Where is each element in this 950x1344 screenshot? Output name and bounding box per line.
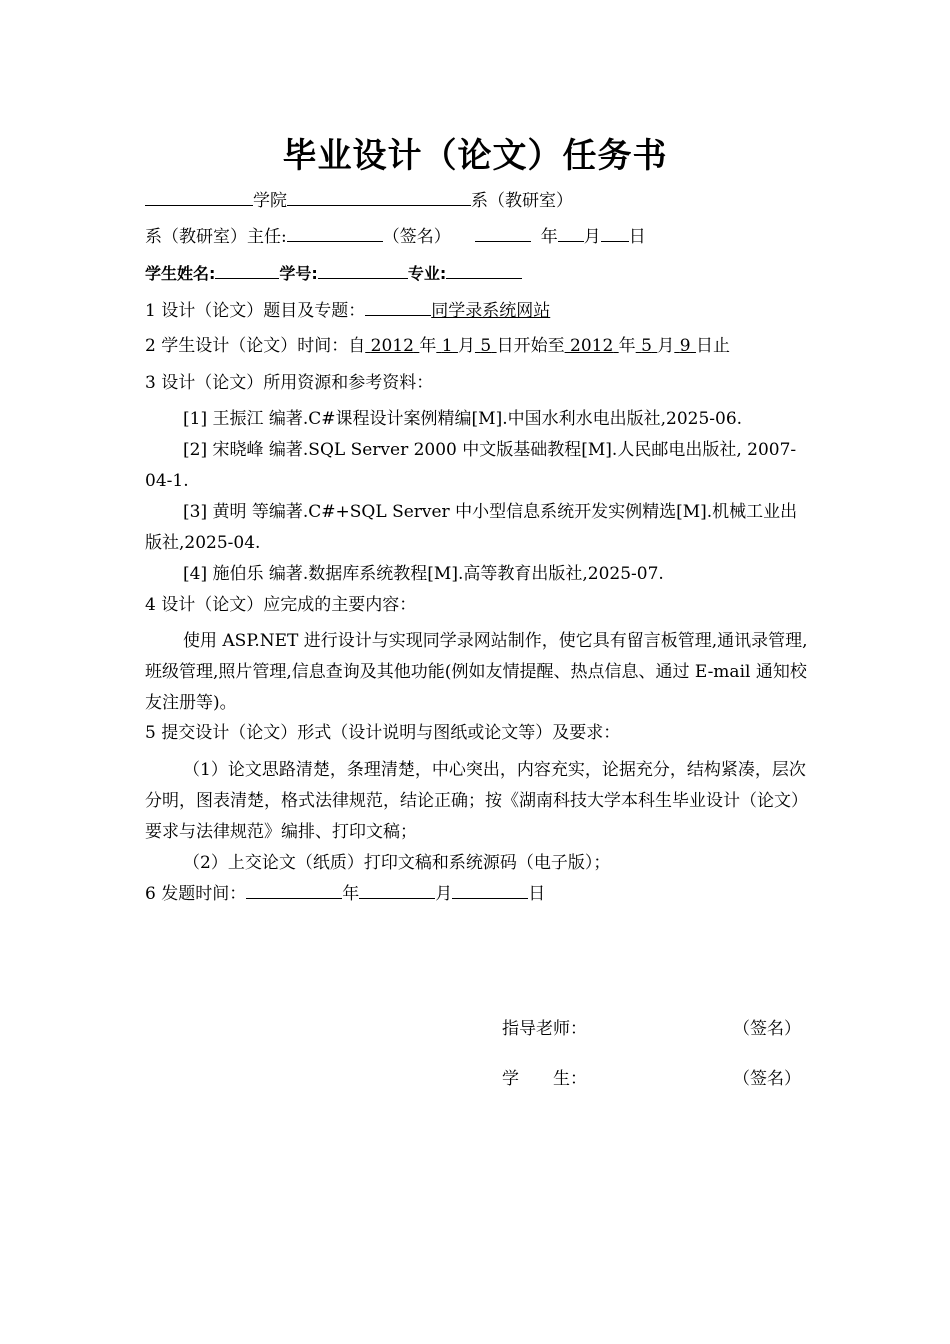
end-day: 9 — [679, 336, 691, 356]
issue-label: 6 发题时间： — [145, 884, 247, 904]
end-month: 5 — [641, 336, 652, 356]
time-line — [145, 335, 810, 357]
requirement-1: （1）论文思路清楚，条理清楚，中心突出，内容充实，论据充分，结构紧凑，层次分明，图表清楚，格式法律规范，结论正确；按《湖南科技大学本科生毕业设计（论文）要求与法律规范》编排、打印文稿； — [145, 760, 808, 842]
major-label: 专业: — [407, 264, 447, 283]
director-sign-label: （签名） — [382, 227, 451, 247]
student-sign-label: 学 生： — [502, 1069, 587, 1089]
director-day-label: 日 — [628, 227, 646, 247]
issue-day-blank — [452, 882, 528, 899]
issue-year-blank — [246, 882, 342, 899]
start-year-char: 年 — [419, 336, 437, 356]
start-month-char: 月 — [457, 336, 475, 356]
student-name-blank — [215, 262, 279, 279]
student-name-label: 学生姓名: — [145, 264, 216, 283]
topic-line — [145, 299, 810, 322]
director-day-blank — [601, 225, 629, 242]
director-line — [145, 225, 810, 248]
document-title: 毕业设计（论文）任务书 — [282, 136, 668, 176]
content-text: 使用 ASP.NET 进行设计与实现同学录网站制作，使它具有留言板管理,通讯录管理,班级管理,照片管理,信息查询及其他功能(例如友情提醒、热点信息、通过 E-mail 通知校友注册等)。 — [145, 631, 808, 713]
reference-2: [2] 宋晓峰 编著.SQL Server 2000 中文版基础教程[M].人民邮电出版社, 2007-04-1. — [145, 440, 797, 491]
college-blank — [145, 189, 253, 206]
reference-3: [3] 黄明 等编著.C#+SQL Server 中小型信息系统开发实例精选[M].机械工业出版社,2025-04. — [145, 502, 798, 553]
director-month-label: 月 — [583, 227, 601, 247]
dept-label: 系（教研室） — [471, 191, 573, 211]
issue-month-blank — [359, 882, 435, 899]
end-month-char: 月 — [657, 336, 675, 356]
reference-4: [4] 施伯乐 编著.数据库系统教程[M].高等教育出版社,2025-07. — [183, 564, 664, 584]
issue-day-label: 日 — [528, 884, 546, 904]
advisor-label: 指导老师： — [502, 1019, 587, 1039]
issue-time-line — [145, 882, 810, 905]
advisor-sign: （签名） — [733, 1019, 801, 1039]
director-blank — [287, 225, 383, 242]
director-month-blank — [558, 225, 584, 242]
student-sign: （签名） — [733, 1069, 801, 1089]
topic-value: 同学录系统网站 — [431, 301, 551, 321]
student-id-label: 学号: — [279, 264, 318, 283]
college-dept-line — [145, 189, 810, 212]
start-day: 5 — [480, 336, 492, 356]
major-blank — [446, 262, 522, 279]
start-suffix: 日开始至 — [496, 336, 565, 356]
start-year: 2012 — [370, 336, 414, 356]
start-month: 1 — [441, 336, 453, 356]
issue-month-label: 月 — [435, 884, 453, 904]
time-prefix: 2 学生设计（论文）时间：自 — [145, 336, 366, 356]
format-label: 5 提交设计（论文）形式（设计说明与图纸或论文等）及要求： — [145, 723, 621, 743]
topic-label: 1 设计（论文）题目及专题： — [145, 301, 366, 321]
issue-year-label: 年 — [342, 884, 360, 904]
college-label: 学院 — [253, 191, 287, 211]
resources-label: 3 设计（论文）所用资源和参考资料： — [145, 373, 434, 393]
reference-1: [1] 王振江 编著.C#课程设计案例精编[M].中国水利水电出版社,2025-06. — [183, 409, 743, 429]
director-year-label: 年 — [540, 227, 558, 247]
end-year-char: 年 — [618, 336, 636, 356]
requirement-2: （2）上交论文（纸质）打印文稿和系统源码（电子版）； — [183, 853, 611, 873]
student-info-line — [145, 262, 810, 285]
end-year: 2012 — [570, 336, 614, 356]
topic-blank — [365, 299, 431, 316]
director-label: 系（教研室）主任: — [145, 227, 287, 247]
content-label: 4 设计（论文）应完成的主要内容： — [145, 595, 417, 615]
student-id-blank — [318, 262, 408, 279]
director-year-blank — [475, 225, 531, 242]
end-suffix: 日止 — [695, 336, 730, 356]
dept-blank — [287, 189, 471, 206]
